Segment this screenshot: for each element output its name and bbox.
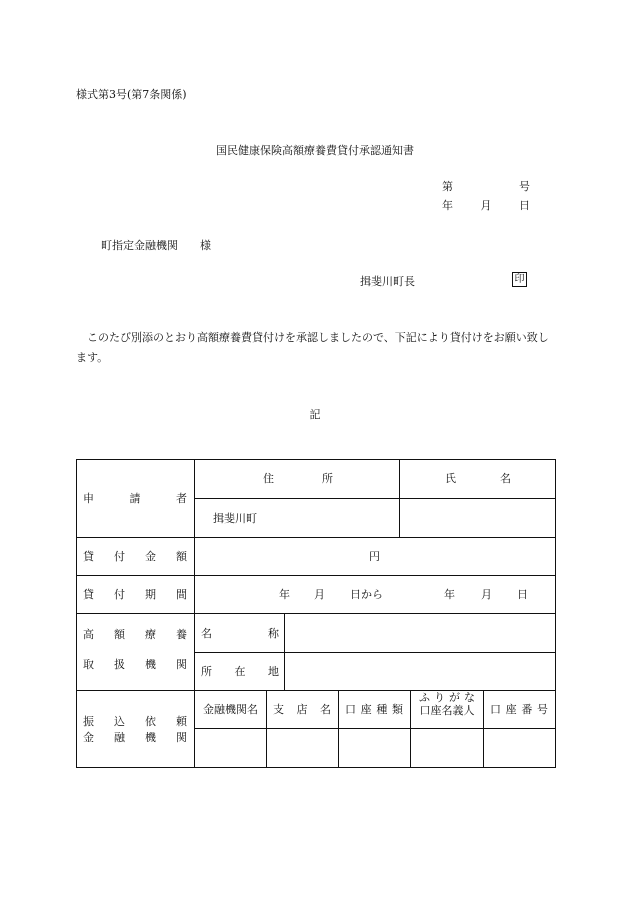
form-reference: 様式第3号(第7条関係) — [76, 88, 187, 101]
institution-name-label: 名 称 — [201, 627, 279, 640]
period-start-month: 月 — [314, 588, 325, 601]
addressee-name: 町指定金融機関 — [101, 239, 178, 252]
period-end-month: 月 — [481, 588, 492, 601]
issuer-title: 揖斐川町長 — [360, 275, 415, 288]
ki-heading: 記 — [309, 408, 321, 421]
body-text: このたび別添のとおり高額療養費貸付けを承認しましたので、下記により貸付けをお願い致します。 — [76, 331, 549, 364]
period-end-day: 日 — [517, 588, 528, 601]
go-label: 号 — [519, 180, 530, 193]
address-value: 揖斐川町 — [213, 512, 257, 525]
period-from: 日から — [350, 588, 383, 601]
institution-label-1: 高 額 療 養 — [83, 628, 187, 641]
applicant-label: 申 請 者 — [83, 492, 187, 505]
document-title: 国民健康保険高額療養費貸付承認通知書 — [216, 144, 414, 157]
seal-mark: 印 — [512, 272, 527, 287]
month-label: 月 — [480, 199, 492, 212]
address-header: 住 所 — [263, 472, 333, 485]
year-label: 年 — [442, 199, 453, 212]
col-account-holder: 口座名義人 — [419, 704, 475, 717]
institution-label-2: 取 扱 機 関 — [83, 658, 187, 671]
addressee — [101, 237, 211, 253]
document-number-block — [442, 178, 530, 216]
name-field[interactable] — [400, 499, 555, 537]
loan-period-label: 貸 付 期 間 — [83, 588, 187, 601]
loan-amount-label: 貸 付 金 額 — [83, 550, 187, 563]
col-branch-name: 支 店 名 — [273, 703, 331, 716]
loan-details-table — [76, 459, 556, 768]
name-header: 氏 名 — [445, 472, 511, 485]
addressee-honorific: 様 — [200, 239, 211, 252]
transfer-label-1: 振 込 依 頼 — [83, 715, 187, 728]
day-label: 日 — [519, 199, 530, 212]
institution-location-label: 所 在 地 — [201, 665, 279, 678]
address-field[interactable] — [195, 499, 399, 537]
col-holder-kana: ふ り が な — [419, 691, 475, 704]
col-account-type: 口 座 種 類 — [345, 703, 403, 716]
col-bank-name: 金融機関名 — [203, 703, 258, 716]
period-end-year: 年 — [444, 588, 455, 601]
yen-unit: 円 — [369, 550, 380, 563]
col-account-number: 口 座 番 号 — [490, 703, 548, 716]
period-start-year: 年 — [279, 588, 290, 601]
dai-label: 第 — [442, 180, 453, 193]
transfer-label-2: 金 融 機 関 — [83, 731, 187, 744]
